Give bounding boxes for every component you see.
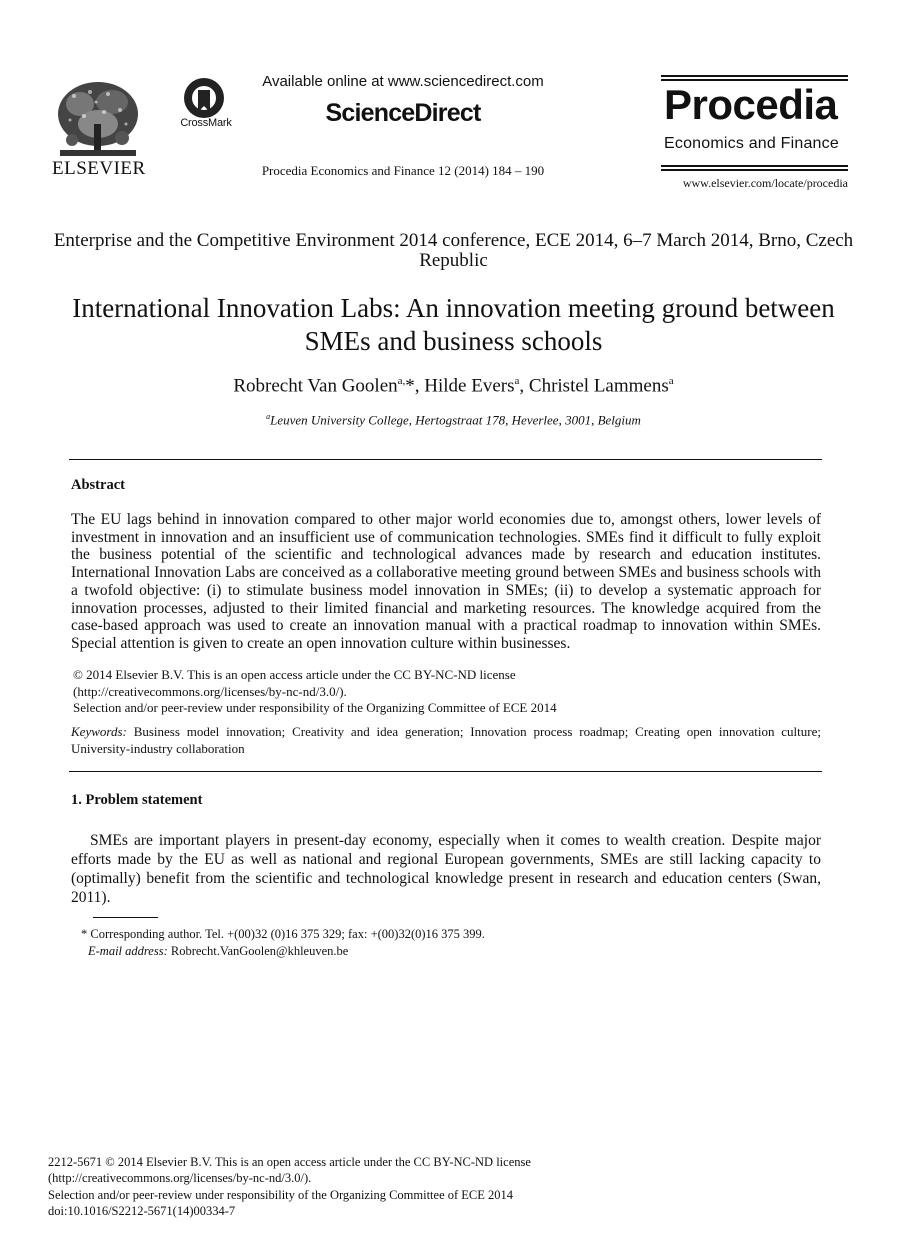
section-heading: 1. Problem statement — [71, 792, 203, 808]
affiliation-text: Leuven University College, Hertogstraat 178, Heverlee, 3001, Belgium — [270, 412, 641, 428]
page-footer — [48, 1154, 808, 1219]
license-link[interactable]: (http://creativecommons.org/licenses/by-nc-nd/3.0/). — [73, 683, 347, 699]
footer-peer-review-line: Selection and/or peer-review under responsibility of the Organizing Committee of ECE 2014 — [48, 1187, 514, 1202]
section-body: SMEs are important players in present-day economy, especially when it comes to wealth creation. Despite major efforts made by the EU as well as national and regional European governments, SMEs are still lacking capacity to (optimally) benefit from the scientific and technological knowledge present in research and education centers (Swan, 2011). — [71, 832, 821, 906]
affiliation — [40, 412, 867, 428]
author-affiliation-mark: a, — [397, 375, 406, 387]
brand-rule-bottom — [661, 165, 848, 167]
keywords-list: Business model innovation; Creativity and idea generation; Innovation process roadmap; Creating open innovation culture; University-industry collaboration — [71, 724, 821, 756]
divider — [69, 459, 822, 460]
author-name: Christel Lammens — [528, 375, 669, 397]
footer-license-link[interactable]: (http://creativecommons.org/licenses/by-nc-nd/3.0/). — [48, 1171, 312, 1186]
doi-link[interactable]: doi:10.1016/S2212-5671(14)00334-7 — [48, 1203, 236, 1218]
keywords — [71, 724, 821, 757]
crossmark-label: CrossMark — [180, 117, 232, 129]
conference-line: Enterprise and the Competitive Environment 2014 conference, ECE 2014, 6–7 March 2014, Brno, Czech Republic — [53, 230, 854, 271]
author-affiliation-mark: a — [514, 375, 520, 387]
keywords-label: Keywords: — [71, 724, 127, 739]
sciencedirect-logo[interactable]: ScienceDirect — [325, 99, 481, 127]
footnote — [81, 926, 781, 960]
peer-review-line: Selection and/or peer-review under responsibility of the Organizing Committee of ECE 2014 — [73, 700, 557, 715]
email-label: E-mail address: — [88, 944, 168, 958]
brand-rule-top — [661, 75, 848, 77]
abstract-heading: Abstract — [71, 477, 125, 493]
brand-rule-bottom-2 — [661, 169, 848, 171]
license-notice — [73, 667, 823, 717]
abstract-text: The EU lags behind in innovation compared to other major world economies due to, amongst others, lower levels of investment in innovation and an insufficient use of communication technologies. SMEs find it difficult to fully exploit the business potential of the scientific and technological advances made by research and education institutes. International Innovation Labs are conceived as a collaborative meeting ground between SMEs and business schools with a twofold objective: (i) to stimulate business model innovation in SMEs; (ii) to develop a systematic approach for innovation processes, adjusted to their limited financial and marketing resources. The knowledge acquired from the case-based approach was used to create an innovation manual with a practical roadmap to innovation within SMEs. Special attention is given to create an open innovation culture within businesses. — [71, 511, 821, 652]
author-affiliation-mark: a — [668, 375, 674, 387]
author-list: Robrecht Van Goolen$^{a,}$*, Hilde Evers$^a$, Christel Lammens$^a$ — [233, 375, 674, 397]
license-line: © 2014 Elsevier B.V. This is an open access article under the CC BY-NC-ND license — [73, 667, 516, 682]
affiliation-mark: a — [266, 412, 271, 421]
email-line — [81, 943, 781, 960]
journal-citation: Procedia Economics and Finance 12 (2014) 184 – 190 — [261, 163, 545, 178]
available-online-link[interactable]: Available online at www.sciencedirect.com — [262, 73, 544, 90]
paper-title: International Innovation Labs: An innovation meeting ground between SMEs and business schools — [72, 293, 835, 356]
footnote-rule — [93, 917, 158, 918]
email-link[interactable]: Robrecht.VanGoolen@khleuven.be — [170, 944, 349, 958]
publisher-wordmark: ELSEVIER — [52, 158, 146, 179]
author-name: Hilde Evers — [424, 375, 515, 397]
journal-brand: Procedia — [664, 81, 838, 128]
issn-license-line: 2212-5671 © 2014 Elsevier B.V. This is an open access article under the CC BY-NC-ND license — [48, 1155, 531, 1169]
author-name: Robrecht Van Goolen — [233, 375, 398, 397]
journal-brand-subtitle: Economics and Finance — [664, 135, 839, 152]
corresponding-mark: * — [405, 375, 415, 397]
divider — [69, 771, 822, 772]
corresponding-author-note: * Corresponding author. Tel. +(00)32 (0)16 375 329; fax: +(00)32(0)16 375 399. — [81, 927, 485, 941]
journal-url-link[interactable]: www.elsevier.com/locate/procedia — [682, 176, 848, 190]
